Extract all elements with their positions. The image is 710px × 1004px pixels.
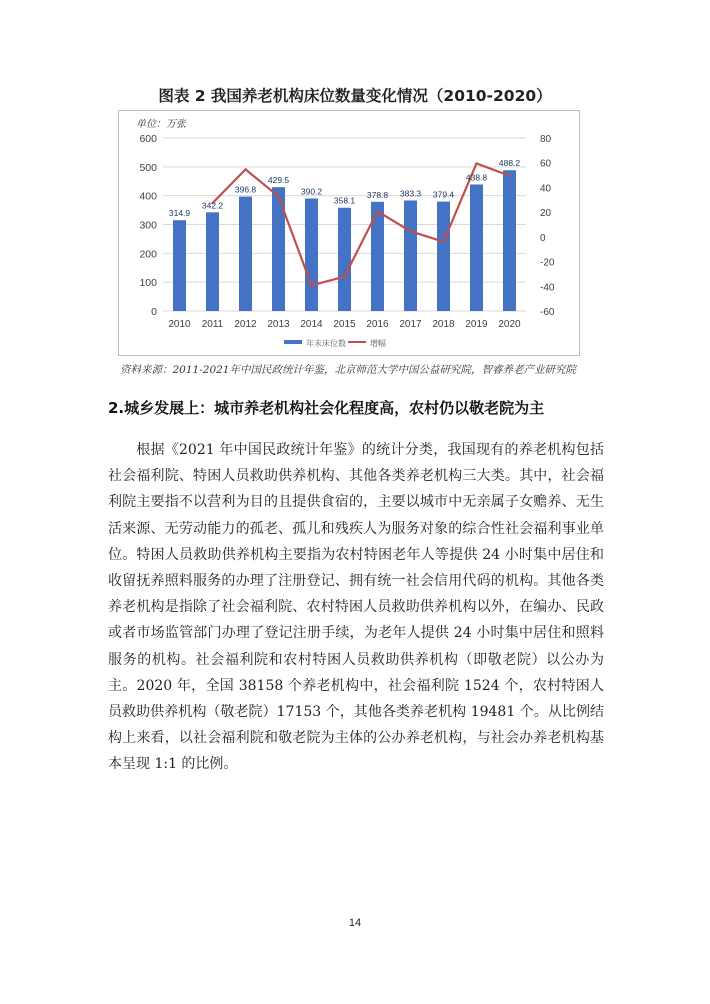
bar-data-label: 429.5 bbox=[267, 175, 290, 186]
growth-point bbox=[475, 162, 477, 164]
growth-point bbox=[310, 284, 312, 286]
bar-data-label: 314.9 bbox=[168, 208, 191, 219]
bar bbox=[206, 212, 219, 311]
growth-point bbox=[409, 230, 411, 232]
x-tick-label: 2012 bbox=[234, 319, 257, 330]
y-left-tick-label: 300 bbox=[139, 219, 157, 232]
figure-title: 图表 2 我国养老机构床位数量变化情况（2010-2020） bbox=[158, 87, 552, 105]
figure-source: 资料来源：2011-2021年中国民政统计年鉴，北京师范大学中国公益研究院，智睿养老产业研究院 bbox=[120, 364, 576, 376]
legend bbox=[284, 338, 386, 348]
legend-bar-label: 年末床位数 bbox=[306, 339, 346, 348]
bar bbox=[437, 202, 450, 311]
growth-point bbox=[343, 275, 345, 277]
x-tick-label: 2014 bbox=[300, 319, 323, 330]
y-left-tick-label: 200 bbox=[139, 248, 157, 261]
x-tick-label: 2013 bbox=[267, 319, 290, 330]
y-right-tick-label: 80 bbox=[540, 134, 552, 145]
bar bbox=[305, 198, 318, 311]
y-right-tick-label: 60 bbox=[540, 158, 552, 170]
body-paragraph bbox=[108, 437, 604, 778]
bar-data-label: 383.3 bbox=[399, 188, 422, 199]
bar-data-label: 396.8 bbox=[234, 184, 257, 195]
bar-data-label: 342.2 bbox=[201, 200, 224, 211]
y-left-tick-label: 600 bbox=[139, 133, 157, 145]
bar-data-label: 390.2 bbox=[300, 186, 323, 197]
bed-count-chart bbox=[118, 110, 580, 356]
unit-label: 单位：万张 bbox=[136, 119, 186, 130]
bar-data-label: 379.4 bbox=[432, 189, 455, 200]
growth-point bbox=[244, 168, 246, 170]
body-paragraph-text: 根据《2021 年中国民政统计年鉴》的统计分类，我国现有的养老机构包括社会福利院、特困人员救助供养机构、其他各类养老机构三大类。其中，社会福利院主要指不以营利为目的且提供食宿的，主要以城市中无亲属子女赡养、无生活来源、无劳动能力的孤老、孤儿和残疾人为服务对象的综合性社会福利事业单位。特困人员救助供养机构主要指为农村特困老年人等提供 24 小时集中居住和收留抚养照料服务的办理了注册登记、拥有统一社会信用代码的机构。其他各类养老机构是指除了社会福利院、农村特困人员救助供养机构以外，在编办、民政或者市场监管部门办理了登记注册手续，为老年人提供 24 小时集中居住和照料服务的机构。社会福利院和农村特困人员救助供养机构（即敬老院）以公办为主。2020 年，全国 38158 个养老机构中，社会福利院 1524 个，农村特困人员救助供养机构（敬老院）17153 个，其他各类养老机构 19481 个。从比例结构上来看，以社会福利院和敬老院为主体的公办养老机构，与社会办养老机构基本呈现 1:1 的比例。 bbox=[108, 442, 604, 773]
bar-data-label: 488.2 bbox=[498, 158, 521, 169]
growth-point bbox=[442, 240, 444, 242]
bar-data-label: 378.8 bbox=[366, 189, 389, 200]
section-heading: 2.城乡发展上：城市养老机构社会化程度高，农村仍以敬老院为主 bbox=[108, 399, 545, 417]
growth-point bbox=[376, 210, 378, 212]
x-tick-label: 2019 bbox=[465, 319, 488, 330]
y-right-tick-label: 40 bbox=[540, 183, 552, 195]
x-tick-label: 2010 bbox=[168, 319, 191, 330]
x-tick-label: 2016 bbox=[366, 319, 389, 330]
x-tick-label: 2018 bbox=[432, 319, 455, 330]
y-left-tick-label: 100 bbox=[139, 277, 157, 290]
y-right-tick-label: 0 bbox=[540, 232, 546, 244]
x-tick-label: 2017 bbox=[399, 319, 422, 330]
bar bbox=[338, 208, 351, 311]
growth-point bbox=[277, 195, 279, 197]
x-tick-label: 2015 bbox=[333, 319, 356, 330]
x-tick-label: 2020 bbox=[498, 319, 521, 330]
x-tick-label: 2011 bbox=[201, 319, 224, 330]
y-left-tick-label: 400 bbox=[139, 190, 157, 203]
bar bbox=[239, 197, 252, 311]
bar bbox=[503, 170, 516, 311]
y-right-tick-label: -40 bbox=[540, 282, 555, 294]
y-left-tick-label: 500 bbox=[139, 161, 157, 174]
bar bbox=[404, 200, 417, 311]
legend-line-label: 增幅 bbox=[370, 339, 386, 348]
y-left-tick-label: 0 bbox=[151, 306, 157, 318]
y-right-tick-label: -20 bbox=[540, 257, 555, 269]
bar bbox=[173, 220, 186, 311]
y-right-tick-label: -60 bbox=[540, 307, 555, 318]
legend-bar-swatch bbox=[284, 340, 302, 344]
bar bbox=[470, 184, 483, 311]
growth-point bbox=[508, 175, 510, 177]
y-right-tick-label: 20 bbox=[540, 208, 552, 220]
bar-data-label: 358.1 bbox=[333, 195, 356, 206]
bar-data-label: 438.8 bbox=[465, 172, 488, 183]
page-number: 14 bbox=[348, 917, 362, 929]
